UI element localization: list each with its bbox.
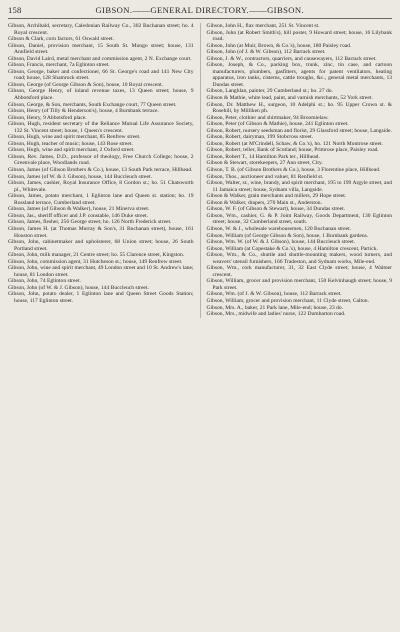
directory-entry: Gibson & Clark, corn factors, 61 Oswald street. <box>8 36 114 43</box>
directory-entry: Gibson & Walker, grain merchants and millers, 29 Hope street. <box>206 193 347 200</box>
directory-entry: Gibson, Archibald, secretary, Caledonian Railway Co., 302 Buchanan street; ho. 4 Royal crescent. <box>8 23 194 36</box>
running-title: GIBSON.——GENERAL DIRECTORY.——GIBSON. <box>95 5 305 15</box>
directory-entry: Gibson, Mrs. A., baker, 21 Park lane, Mile-end; house, 23 do. <box>206 304 344 311</box>
directory-entry: Gibson, Thos., auctioneer and valuer, 81 Renfield st. <box>206 173 324 180</box>
directory-entry: Gibson, Hugh, wine and spirit merchant, 2 Oxford street. <box>8 147 135 154</box>
directory-entry: Gibson, Henry, 9 Abbotsford place. <box>8 114 87 121</box>
directory-entry: Gibson & Walker, drapers, 270 Main st., Anderston. <box>206 199 322 206</box>
directory-entry: Gibson, Dr. Matthew H., surgeon, 10 Adelphi st.; ho. 95 Upper Crown st. & Rosehill, by Milliken ph. <box>206 101 392 115</box>
page-header <box>8 5 392 19</box>
directory-entry: Gibson, Robert, nursery seedsman and florist, 29 Glassford street; house, Langside. <box>206 127 392 134</box>
directory-entry: Gibson, W. F. (of Gibson & Stewart), house, 34 Dundas street. <box>206 206 346 213</box>
directory-entry: Gibson, David Laird, metal merchant and commission agent, 2 N. Exchange court. <box>8 55 192 62</box>
directory-entry: Gibson, William (at Copestake & Co.'s), house, 4 Hamilton crescent, Partick. <box>206 245 378 252</box>
directory-entry: Gibson, Robert, dairyman, 199 Stobcross street. <box>206 134 313 141</box>
directory-entry: Gibson, John (of J. & W. Gibson), 112 Barrack street. <box>206 49 326 56</box>
directory-entry: Gibson, T. B. (of Gibson Brothers & Co.), house, 3 Florentine place, Hillhead. <box>206 167 381 174</box>
directory-entry: Gibson, W. & J., wholesale warehousemen, 120 Buchanan street. <box>206 225 351 232</box>
directory-columns <box>8 23 392 318</box>
directory-entry: Gibson, John, milk manager, 21 Centre street; ho. 55 Clarence street, Kingston. <box>8 252 185 259</box>
right-column <box>207 23 393 318</box>
directory-entry: Gibson, James (of Gibson Brothers & Co.), house, 13 South Park terrace, Hillhead. <box>8 167 193 174</box>
directory-entry: Gibson, James H. (at Thomas Murray & Son's, 31 Buchanan street), house, 161 Houston street. <box>8 225 194 239</box>
directory-entry: Gibson, John (at Muir, Brown, & Co.'s), house, 180 Paisley road. <box>206 42 352 49</box>
directory-entry: Gibson, William, grocer and provision merchant, 150 Kelvinhaugh street; house, 9 Park street. <box>206 278 392 291</box>
directory-entry: Gibson & Mathie, white lead, paint, and varnish merchants, 52 York street. <box>206 95 373 102</box>
directory-entry: Gibson, William (of George Gibson & Son), house, 1 Burnbank gardens. <box>206 232 369 239</box>
directory-entry: Gibson, Wm. (of J. & W. Gibson), house, 112 Barrack street. <box>206 291 342 298</box>
directory-entry: Gibson, James, cashier, Royal Insurance Office, 8 Gordon st.; ho. 51 Chatsworth pl., Whitevale. <box>8 180 194 193</box>
directory-entry: Gibson & Stewart, storekeepers, 27 Ann street, City. <box>206 160 323 167</box>
directory-entry: Gibson, Wm., cashier, G. & P. Joint Railway, Goods Department, 130 Eglinton street; house, 32 Cumberland street, south. <box>206 212 392 226</box>
directory-entry: Gibson, Daniel, provision merchant, 15 South St. Mungo street; house, 131 Annfield street. <box>8 42 194 56</box>
directory-entry: Gibson, Wm. W. (of W. & J. Gibson), house, 144 Buccleuch street. <box>206 239 356 246</box>
directory-entry: Gibson, John (of W. & J. Gibson), house, 144 Buccleuch street. <box>8 284 149 291</box>
directory-entry: Gibson, Robert (at M'Crindell, Schaw, & Co.'s), ho. 121 North Montrose street. <box>206 140 383 147</box>
column-divider <box>200 23 201 318</box>
directory-entry: Gibson, William, grocer and provision merchant, 11 Clyde street, Calton. <box>206 297 369 304</box>
directory-entry: Gibson, John, potato dealer, 1 Eglinton lane and Queen Street Goods Station; house, 117 Eglinton street. <box>8 291 194 304</box>
directory-entry: Gibson, Henry (of Tilly & Henderson's), house, 4 Burnbank terrace. <box>8 108 159 115</box>
directory-entry: Gibson, George, & Son, merchants, South Exchange court, 77 Queen street. <box>8 101 177 108</box>
page-number: 158 <box>8 5 22 15</box>
directory-entry: Gibson, John (at Robert Smith's), hill poster, 9 Howard street; house, 16 Lilybank road. <box>206 29 392 43</box>
directory-entry: Gibson, Francis, merchant, 7a Eglinton street. <box>8 62 110 69</box>
directory-entry: Gibson, James (of W. & J. Gibson), house, 144 Buccleuch street. <box>8 173 152 180</box>
directory-entry: Gibson, Peter, clothier and shirtmaker, 94 Broomielaw. <box>206 114 329 121</box>
directory-entry: Gibson, Jas., sheriff officer and J.P. constable, 146 Duke street. <box>8 212 148 219</box>
left-column <box>8 23 194 318</box>
directory-entry: Gibson, Hugh, resident secretary of the Reliance Mutual Life Assurance Society, 132 St. Vincent street; house, 1 Queen's crescent. <box>8 121 194 134</box>
directory-entry: Gibson, Joseph, & Co., packing box, trunk, zinc, tin case, and cartoon manufacturers, plumbers, gasfitters, agents for patent ventilators, heating apparatus, iron tanks, cisterns, cattle troughs, &c., general metal merchants, 13 Dundas street. <box>206 62 392 88</box>
directory-entry: Gibson, John H., flax merchant, 251 St. Vincent st. <box>206 23 320 29</box>
directory-entry: Gibson, James, potato merchant, 1 Eglinton lane and Queen st. station; ho. 19 Rossland terrace, Cumberland street. <box>8 193 194 206</box>
directory-entry: Gibson, John, commission agent, 31 Hutcheson st.; house, 149 Renfrew street. <box>8 258 183 265</box>
directory-entry: Gibson, Wm., cork manufacturer, 31, 32 East Clyde street; house, 4 Walmer crescent. <box>206 265 392 278</box>
directory-entry: Gibson, George (of George Gibson & Son), house, 10 Royal crescent. <box>8 81 164 88</box>
directory-entry: Gibson, Robert T., 14 Hamilton Park ter., Hillhead. <box>206 153 320 160</box>
directory-entry: Gibson, Walter, sr., wine, brandy, and spirit merchant, 195 to 199 Argyle street, and 11 Jamaica street; house, Sydnam villa, Langside. <box>206 180 392 193</box>
directory-entry: Gibson, Rev. James, D.D., professor of theology, Free Church College; house, 2 Greenvale place, Woodlands road. <box>8 153 194 167</box>
directory-entry: Gibson, James (of Gibson & Walker), house, 21 Minerva street. <box>8 206 150 213</box>
directory-entry: Gibson, John, 74 Eglinton street. <box>8 278 81 285</box>
directory-entry: Gibson, Wm., & Co., shuttle and shuttle-mounting makers, wood turners, and weavers' utensil furnishers, 166 Tradeston, and Sydnam works, Mile-end. <box>206 252 392 265</box>
directory-entry: Gibson, Peter (of Gibson & Mathie), house, 241 Eglinton street. <box>206 121 349 128</box>
directory-entry: Gibson, Langhlan, painter, 29 Cumberland st.; ho. 27 do. <box>206 88 333 95</box>
directory-entry: Gibson, Robert, teller, Bank of Scotland; house, Primrose place, Paisley road. <box>206 147 379 154</box>
directory-entry: Gibson, John, wine and spirit merchant, 49 London street and 10 St. Andrew's lane; house, 81 London street. <box>8 265 194 278</box>
directory-entry: Gibson, J. & W., contractors, quarriers, and causewayers, 112 Barrack street. <box>206 55 377 62</box>
directory-entry: Gibson, George Henry, of inland revenue taxes, 13 Queen street; house, 9 Abbotsford place. <box>8 88 194 102</box>
directory-entry: Gibson, John, cabinetmaker and upholsterer, 68 Union street; house, 26 South Portland street. <box>8 239 194 252</box>
directory-entry: Gibson, James, flesher, 256 George street; ho. 126 North Frederick street. <box>8 219 172 226</box>
directory-entry: Gibson, Mrs., midwife and ladies' nurse, 122 Dumbarton road. <box>206 311 346 318</box>
directory-entry: Gibson, George, baker and confectioner, 66 St. George's road and 141 New City road; house, 128 Shamrock street. <box>8 68 194 82</box>
directory-entry: Gibson, Hugh, teacher of music; house, 143 Rose street. <box>8 140 133 147</box>
directory-entry: Gibson, Hugh, wine and spirit merchant, 85 Renfrew street. <box>8 134 141 141</box>
